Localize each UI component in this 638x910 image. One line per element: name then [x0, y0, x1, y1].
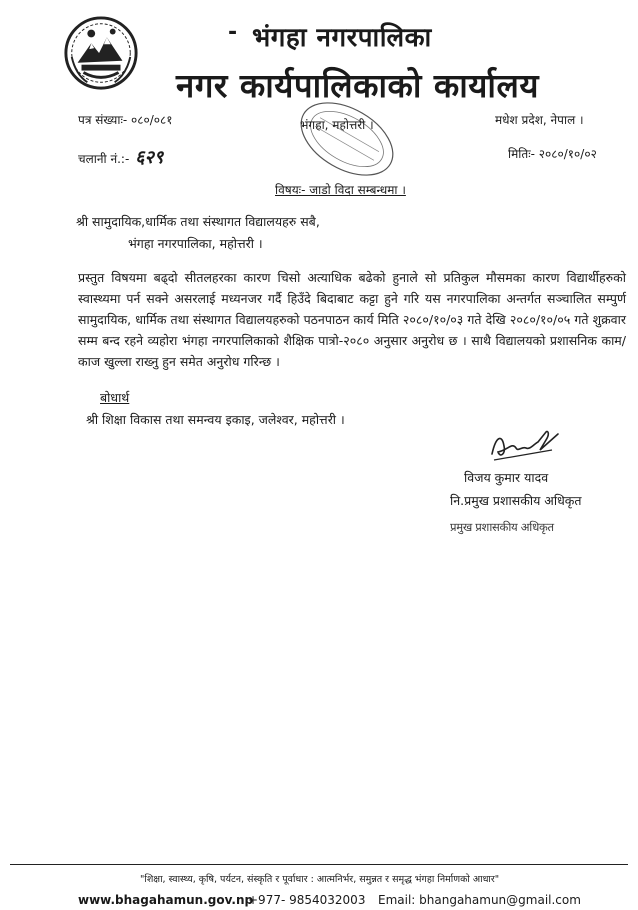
province: मधेश प्रदेश, नेपाल ।: [495, 113, 584, 127]
cc-heading: बोधार्थ: [100, 390, 130, 405]
letter-body: प्रस्तुत विषयमा बढ्दो सीतलहरका कारण चिसो अत्याधिक बढेको हुनाले सो प्रतिकुल मौसमका कारण विद्यार्थीहरुको स्वास्थ्यमा पर्न सक्ने असरलाई मध्यनजर गर्दै हिउँदे बिदाबाट कट्टा हुने गरि यस नगरपालिका अन्तर्गत सञ्चालित सम्पुर्ण सामुदायिक, धार्मिक तथा संस्थागत विद्यालयहरुको पठनपाठन कार्य मिति २०८०/१०/०३ गते देखि २०८०/१०/०५ गते शुक्रवार सम्म बन्द रहने व्यहोरा भंगहा नगरपालिकाको शैक्षिक पात्रो-२०८० अनुसार अनुरोध छ । साथै विद्यालयको प्रशासनिक काम/काज खुल्ला राख्नु हुन समेत अनुरोध गरिन्छ ।: [78, 270, 626, 369]
signature-icon: [488, 424, 564, 466]
cc-recipient: श्री शिक्षा विकास तथा समन्वय इकाइ, जलेश्वर, महोत्तरी ।: [86, 412, 345, 427]
signatory-name: विजय कुमार यादव: [464, 470, 549, 485]
reference-number: पत्र संख्याः- ०८०/०८१: [78, 113, 173, 127]
signatory-title: नि.प्रमुख प्रशासकीय अधिकृत: [450, 493, 582, 508]
dispatch-handwritten-value: ६२९: [135, 147, 164, 168]
footer-phone: +977- 9854032003: [248, 893, 366, 907]
header-dash: -: [228, 20, 238, 45]
location: भंगहा, महोत्तरी ।: [300, 118, 374, 132]
dispatch-label: चलानी नं.:-: [78, 152, 130, 166]
designation-stamp: प्रमुख प्रशासकीय अधिकृत: [450, 520, 554, 534]
footer-motto: "शिक्षा, स्वास्थ्य, कृषि, पर्यटन, संस्कृति र पूर्वाधार : आत्मनिर्भर, समुन्नत र समृद्ध भंगहा निर्माणको आधार": [140, 874, 500, 885]
addressee-line-1: श्री सामुदायिक,धार्मिक तथा संस्थागत विद्यालयहरु सबै,: [76, 214, 320, 229]
letter-date: मितिः- २०८०/१०/०२: [508, 147, 597, 161]
addressee-line-2: भंगहा नगरपालिका, महोत्तरी ।: [128, 236, 263, 251]
footer-divider: [10, 864, 628, 865]
footer-email[interactable]: Email: bhangahamun@gmail.com: [378, 893, 581, 907]
office-seal-stamp: [293, 98, 401, 180]
office-name: भंगहा नगरपालिका: [252, 23, 432, 53]
dispatch-number: [78, 145, 163, 169]
office-title: नगर कार्यपालिकाको कार्यालय: [176, 66, 539, 105]
footer-website[interactable]: www.bhagahamun.gov.np: [78, 893, 254, 907]
subject-line: विषयः- जाडो विदा सम्बन्धमा ।: [275, 183, 406, 197]
nepal-emblem-icon: [62, 14, 140, 92]
